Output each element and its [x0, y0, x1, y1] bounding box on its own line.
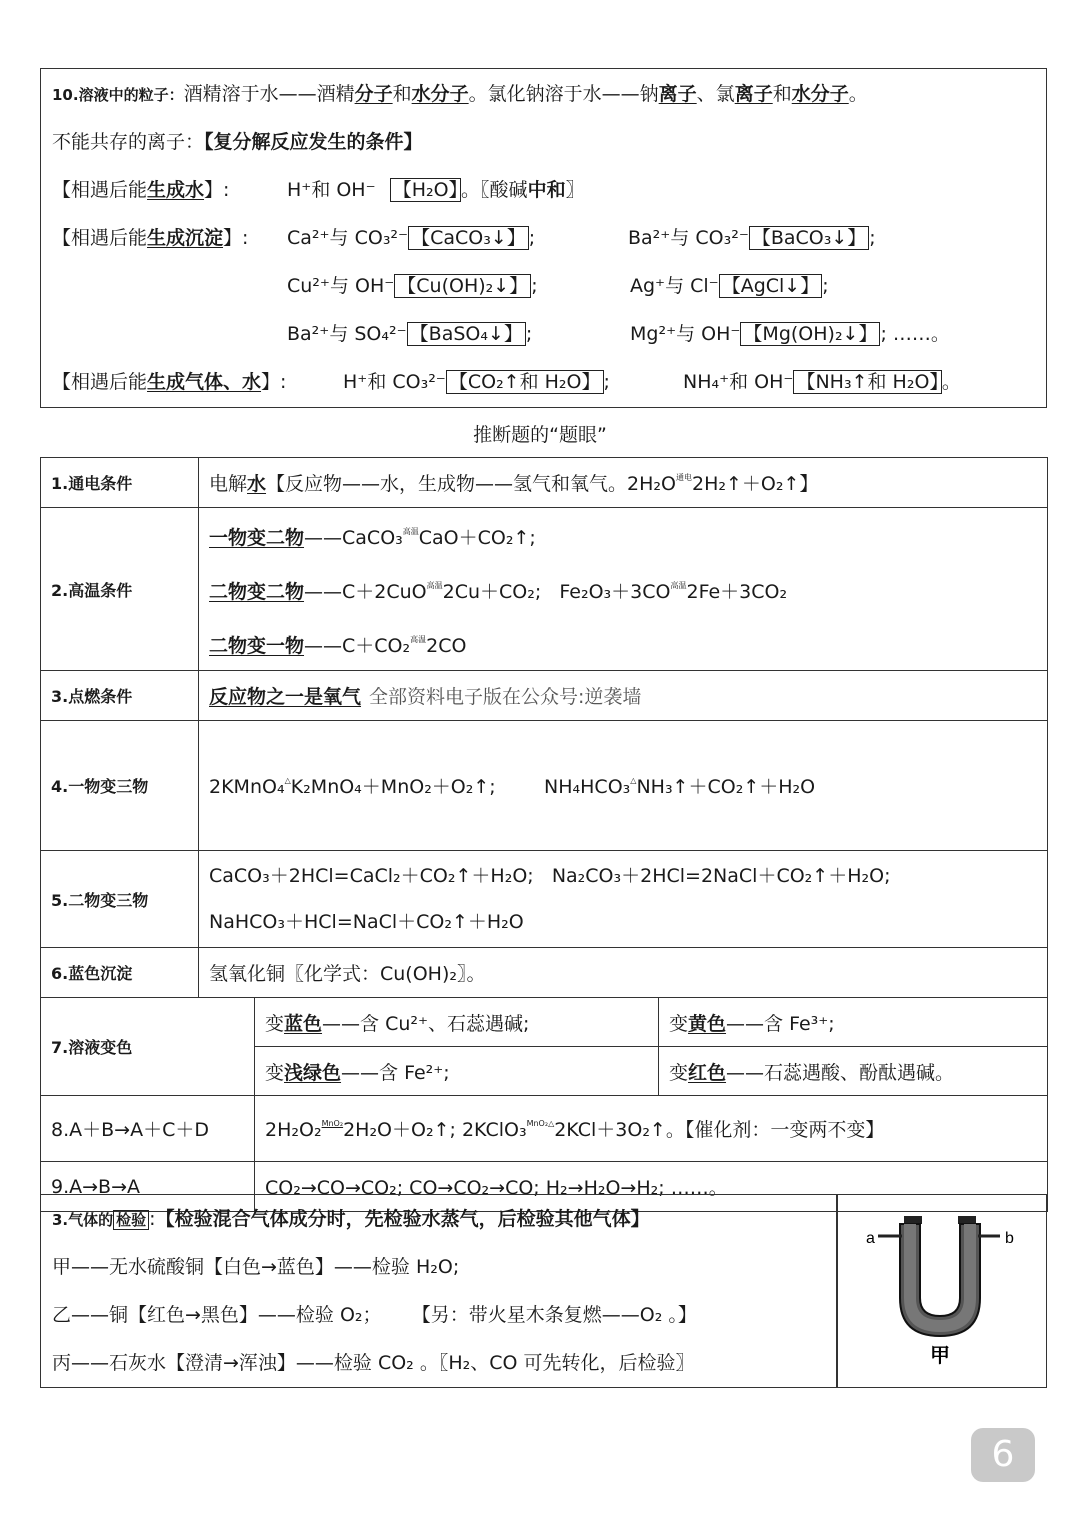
gas-divider — [836, 1194, 838, 1388]
table-row — [41, 1096, 1048, 1162]
page-number-badge: 6 — [971, 1428, 1035, 1482]
figure-label: 甲 — [930, 1343, 950, 1367]
u-tube-figure — [860, 1208, 1030, 1378]
label-a: a — [866, 1230, 875, 1247]
row-label: 6.蓝色沉淀 — [41, 948, 199, 998]
row-label: 7.溶液变色 — [41, 998, 255, 1096]
section-10-line-4-right: Ba²⁺与 CO₃²⁻ 【BaCO₃↓】 ; — [628, 227, 876, 249]
row-label: 8.A＋B→A＋C＋D — [41, 1096, 255, 1162]
inference-table — [40, 457, 1048, 1212]
tube-cap-right — [958, 1216, 976, 1224]
gas-line-2: 乙——铜【红色→黑色】——检验 O₂； 【另：带火星木条复燃——O₂ 。】 — [52, 1304, 697, 1326]
table-row — [41, 721, 1048, 851]
row-label: 3.点燃条件 — [41, 671, 199, 721]
row-content: 反应物之一是氧气 全部资料电子版在公众号:逆袭墙 — [199, 671, 1048, 721]
table-row — [41, 508, 1048, 671]
section-10-line-5-right: Ag⁺与 Cl⁻ 【AgCl↓】 ; — [630, 275, 829, 297]
color-cell: 变浅绿色——含 Fe²⁺; — [255, 1047, 659, 1096]
row-content: CaCO₃＋2HCl=CaCl₂＋CO₂↑＋H₂O; Na₂CO₃＋2HCl=2NaCl＋CO₂↑＋H₂O; NaHCO₃＋HCl=NaCl＋CO₂↑＋H₂O — [199, 851, 1048, 948]
row-content: 2KMnO₄△K₂MnO₄＋MnO₂＋O₂↑; NH₄HCO₃△NH₃↑＋CO₂↑＋H₂O — [199, 721, 1048, 851]
table-row — [41, 998, 1048, 1047]
table-row — [41, 458, 1048, 508]
color-cell: 变蓝色——含 Cu²⁺、石蕊遇碱; — [255, 998, 659, 1047]
row-content: 氢氧化铜〖化学式：Cu(OH)₂〗。 — [199, 948, 1048, 998]
row-label: 4.一物变三物 — [41, 721, 199, 851]
color-cell: 变黄色——含 Fe³⁺; — [659, 998, 1048, 1047]
gas-title: 3.气体的 检验 :【检验混合气体成分时，先检验水蒸气，后检验其他气体】 — [52, 1208, 650, 1230]
row-content: CO₂→CO→CO₂; CO→CO₂→CO; H₂→H₂O→H₂; ……。 — [255, 1162, 1048, 1212]
section-10-line-3: 【相遇后能生成水】: — [52, 179, 230, 201]
color-cell: 变红色——石蕊遇酸、酚酞遇碱。 — [659, 1047, 1048, 1096]
table-row — [41, 851, 1048, 948]
tube-cap-left — [904, 1216, 922, 1224]
row-content: 2H₂O₂$^{MnO_2}$2H₂O＋O₂↑; 2KClO₃$^{MnO_2\triangle}$2KCl＋3O₂↑。【催化剂：一变两不变】 — [255, 1096, 1048, 1162]
section-10-line-7: 【相遇后能生成气体、水】: — [52, 371, 287, 393]
gas-line-1: 甲——无水硫酸铜【白色→蓝色】——检验 H₂O; — [52, 1256, 460, 1278]
section-10-line-4: 【相遇后能生成沉淀】: — [52, 227, 249, 249]
section-10-line-6-left: Ba²⁺与 SO₄²⁻ 【BaSO₄↓】 ; — [287, 323, 533, 345]
table-title: 推断题的“题眼” — [473, 424, 607, 446]
gas-line-3: 丙——石灰水【澄清→浑浊】——检验 CO₂ 。〖H₂、CO 可先转化，后检验〗 — [52, 1352, 695, 1374]
section-10-line-6-right: Mg²⁺与 OH⁻ 【Mg(OH)₂↓】 ; ……。 — [630, 323, 950, 345]
row-label: 2.高温条件 — [41, 508, 199, 671]
row-content: 一物变二物——CaCO₃$^{高温}$CaO＋CO₂↑; 二物变二物——C＋2CuO$^{高温}$2Cu＋CO₂; $Fe_2O_3+3CO^{高温}2Fe+3CO_2$ 二物变一物——C＋CO₂$^{高温}$2CO — [199, 508, 1048, 671]
table-row — [41, 671, 1048, 721]
row-label: 9.A→B→A — [41, 1162, 255, 1212]
section-10-line-7-right: NH₄⁺和 OH⁻ 【NH₃↑和 H₂O】 。 — [683, 371, 961, 393]
section-10-line-5-left: Cu²⁺与 OH⁻ 【Cu(OH)₂↓】 ; — [287, 275, 538, 297]
table-row — [41, 948, 1048, 998]
section-10-line-3-formula: H⁺和 OH⁻ 【H₂O】 。〖酸碱中和〗 — [287, 179, 585, 201]
label-b: b — [1005, 1230, 1014, 1247]
section-10-line-7-left: H⁺和 CO₃²⁻ 【CO₂↑和 H₂O】 ; — [343, 371, 610, 393]
row-label: 1.通电条件 — [41, 458, 199, 508]
row-label: 5.二物变三物 — [41, 851, 199, 948]
section-10-line-1: 10.溶液中的粒子：酒精溶于水——酒精分子和水分子。氯化钠溶于水——钠离子、氯离子和水分子。 — [52, 83, 868, 105]
section-10-line-4-left: Ca²⁺与 CO₃²⁻ 【CaCO₃↓】 ; — [287, 227, 536, 249]
row-content: 电解水【反应物——水，生成物——氢气和氧气。$2H_2O^{通电}2H_2↑+O_2↑$】 — [199, 458, 1048, 508]
section-10-line-2: 不能共存的离子：【复分解反应发生的条件】 — [52, 131, 423, 153]
